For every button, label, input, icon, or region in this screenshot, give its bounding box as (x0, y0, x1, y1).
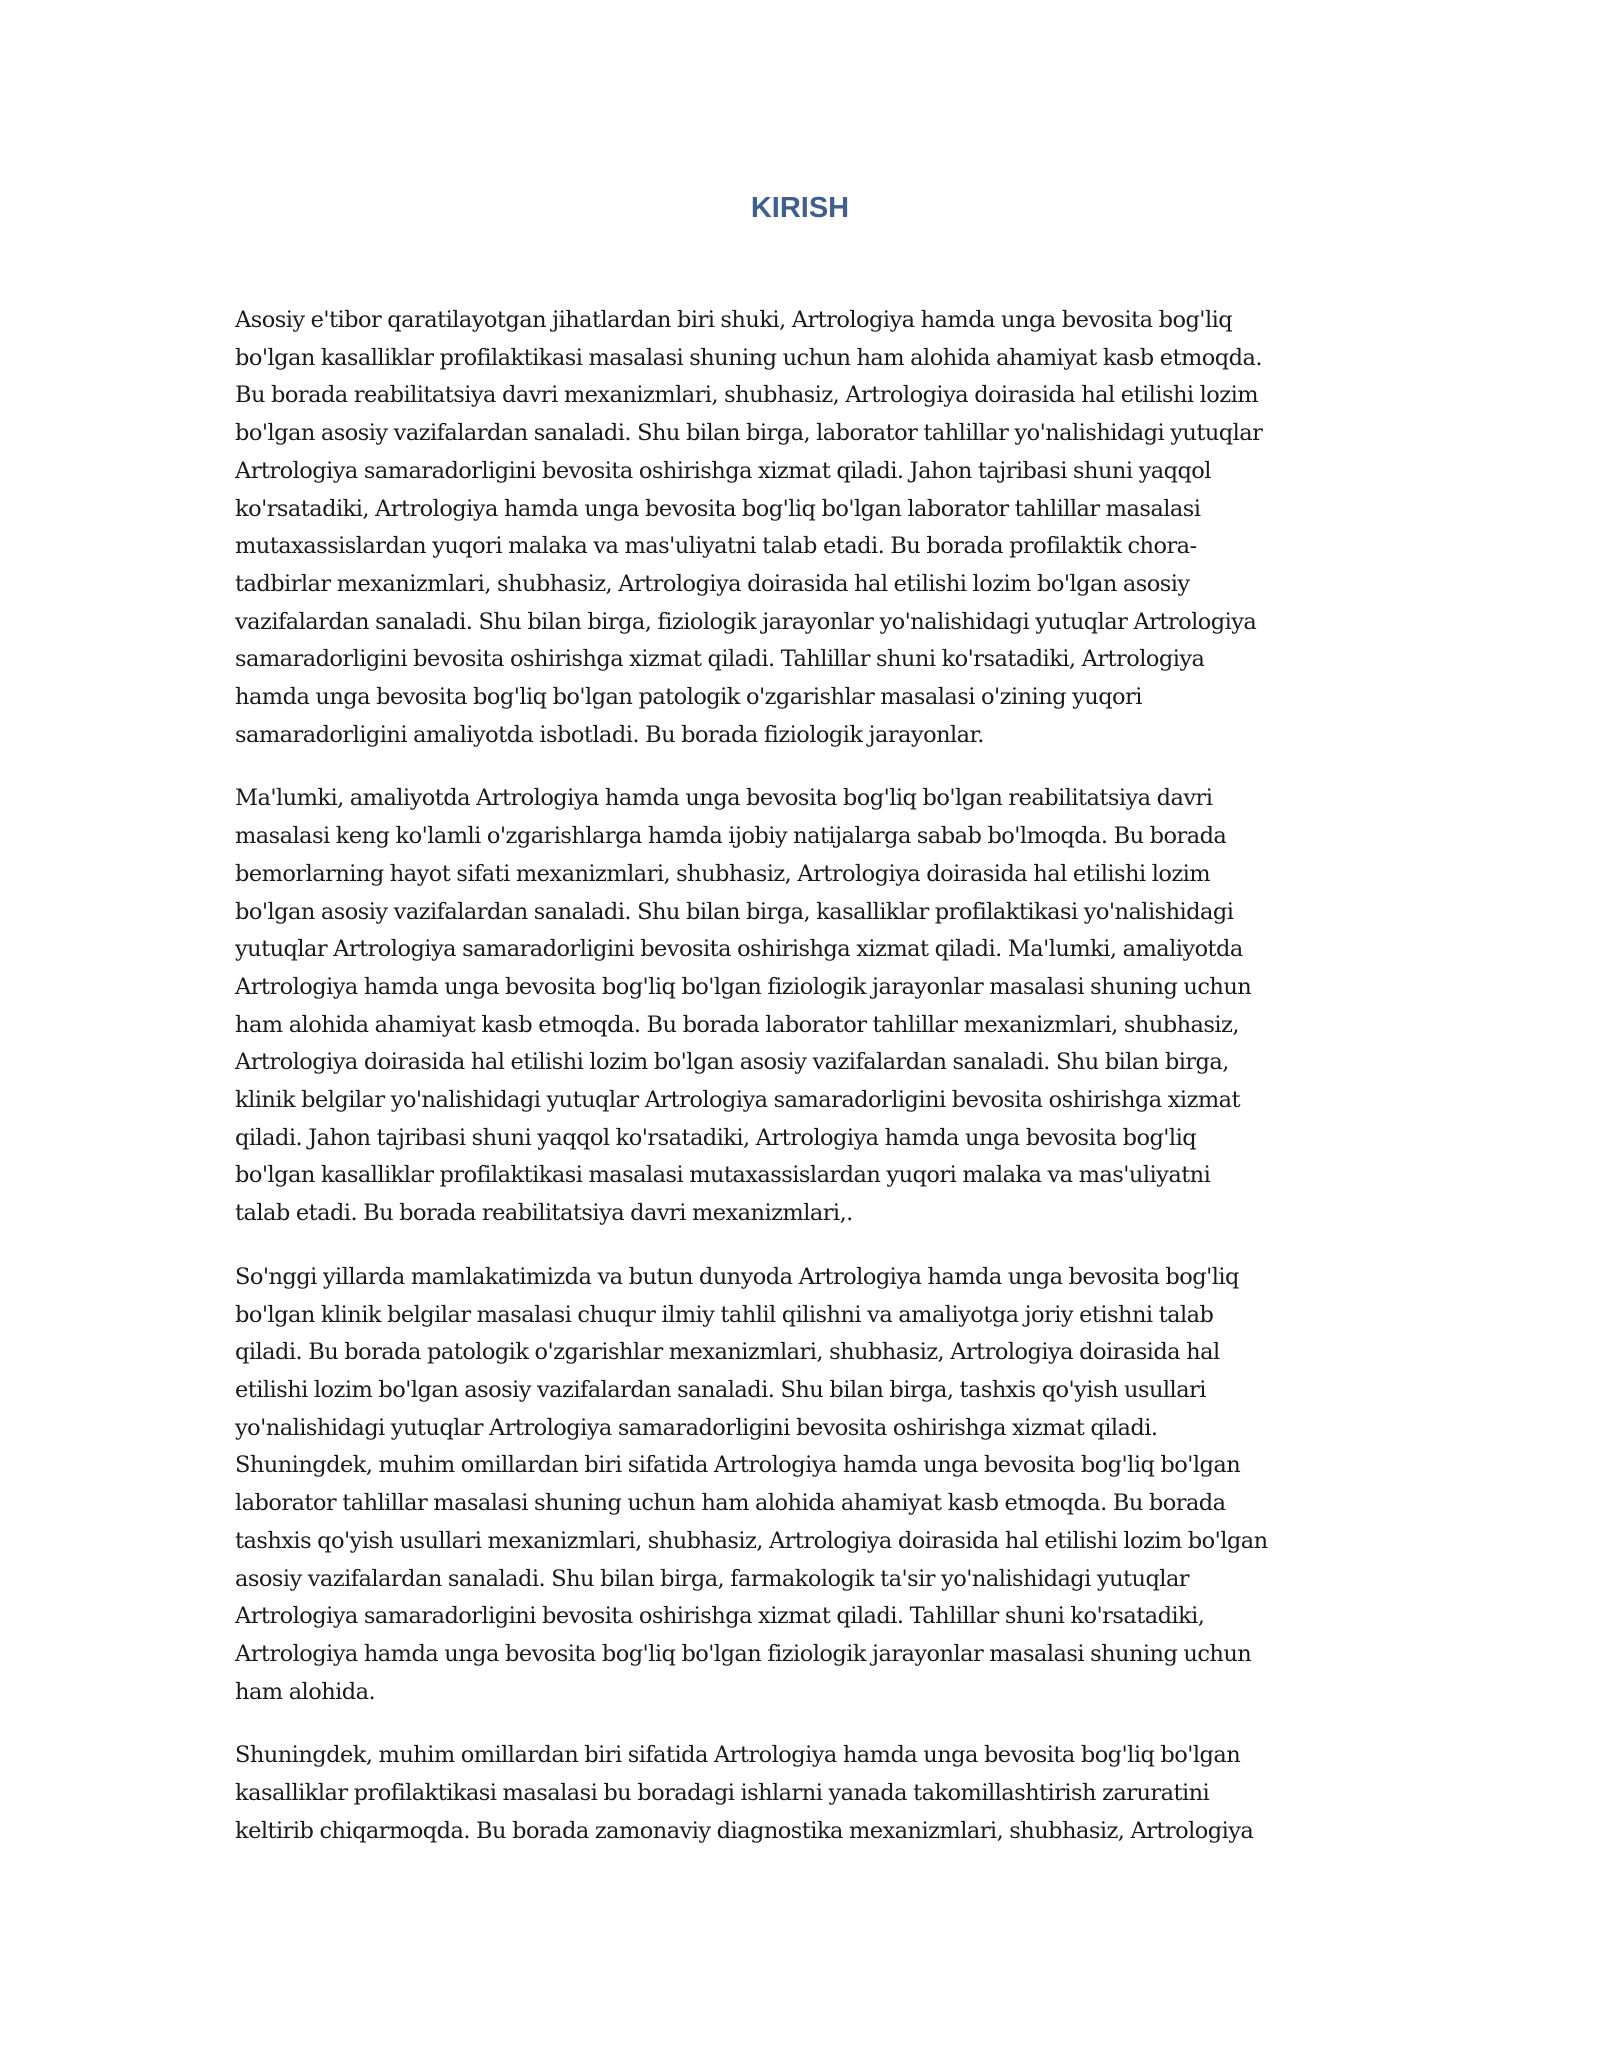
text-line: hamda unga bevosita bog'liq bo'lgan patologik o'zgarishlar masalasi o'zining yuqori (235, 684, 1142, 711)
text-line: laborator tahlillar masalasi shuning uchun ham alohida ahamiyat kasb etmoqda. Bu borada (235, 1490, 1226, 1517)
text-line: bo'lgan kasalliklar profilaktikasi masalasi mutaxassislardan yuqori malaka va mas'uliyatni (235, 1162, 1211, 1189)
text-line: keltirib chiqarmoqda. Bu borada zamonaviy diagnostika mexanizmlari, shubhasiz, Artrologiya (235, 1817, 1254, 1844)
text-line: So'nggi yillarda mamlakatimizda va butun dunyoda Artrologiya hamda unga bevosita bog'liq (235, 1263, 1239, 1290)
text-line: qiladi. Bu borada patologik o'zgarishlar mexanizmlari, shubhasiz, Artrologiya doirasida hal (235, 1339, 1220, 1366)
text-line: Artrologiya hamda unga bevosita bog'liq bo'lgan fiziologik jarayonlar masalasi shuning uchun (235, 1640, 1252, 1667)
text-line: Shuningdek, muhim omillardan biri sifatida Artrologiya hamda unga bevosita bog'liq bo'lgan (235, 1452, 1241, 1479)
text-line: klinik belgilar yo'nalishidagi yutuqlar Artrologiya samaradorligini bevosita oshirishga xizmat (235, 1087, 1241, 1114)
page-title: KIRISH (750, 192, 850, 224)
text-line: bemorlarning hayot sifati mexanizmlari, shubhasiz, Artrologiya doirasida hal etilishi lozim (235, 860, 1211, 887)
text-line: Artrologiya samaradorligini bevosita oshirishga xizmat qiladi. Jahon tajribasi shuni yaqqol (235, 457, 1211, 484)
paragraph-1 (235, 302, 1370, 754)
text-line: Ma'lumki, amaliyotda Artrologiya hamda unga bevosita bog'liq bo'lgan reabilitatsiya davri (235, 785, 1213, 812)
text-line: kasalliklar profilaktikasi masalasi bu boradagi ishlarni yanada takomillashtirish zaruratini (235, 1780, 1210, 1807)
text-line: ko'rsatadiki, Artrologiya hamda unga bevosita bog'liq bo'lgan laborator tahlillar masalasi (235, 495, 1201, 522)
text-line: qiladi. Jahon tajribasi shuni yaqqol ko'rsatadiki, Artrologiya hamda unga bevosita bog'liq (235, 1124, 1197, 1151)
text-line: bo'lgan asosiy vazifalardan sanaladi. Shu bilan birga, kasalliklar profilaktikasi yo'nalishidagi (235, 898, 1234, 925)
text-line: bo'lgan asosiy vazifalardan sanaladi. Shu bilan birga, laborator tahlillar yo'nalishidagi yutuqlar (235, 420, 1263, 447)
text-line: bo'lgan klinik belgilar masalasi chuqur ilmiy tahlil qilishni va amaliyotga joriy etishni talab (235, 1301, 1214, 1328)
text-line: bo'lgan kasalliklar profilaktikasi masalasi shuning uchun ham alohida ahamiyat kasb etmoqda. (235, 344, 1262, 371)
text-line: Bu borada reabilitatsiya davri mexanizmlari, shubhasiz, Artrologiya doirasida hal etilishi lozim (235, 382, 1259, 409)
text-line: Asosiy e'tibor qaratilayotgan jihatlardan biri shuki, Artrologiya hamda unga bevosita bog'liq (235, 307, 1233, 333)
text-line: masalasi keng ko'lamli o'zgarishlarga hamda ijobiy natijalarga sabab bo'lmoqda. Bu borada (235, 823, 1227, 850)
text-line: samaradorligini amaliyotda isbotladi. Bu borada fiziologik jarayonlar. (235, 721, 984, 748)
text-line: tashxis qo'yish usullari mexanizmlari, shubhasiz, Artrologiya doirasida hal etilishi lozim bo'lgan (235, 1527, 1268, 1554)
text-line: Shuningdek, muhim omillardan biri sifatida Artrologiya hamda unga bevosita bog'liq bo'lgan (235, 1742, 1241, 1769)
text-line: etilishi lozim bo'lgan asosiy vazifalardan sanaladi. Shu bilan birga, tashxis qo'yish usullari (235, 1376, 1206, 1403)
paragraph-2 (235, 780, 1370, 1232)
text-line: samaradorligini bevosita oshirishga xizmat qiladi. Tahlillar shuni ko'rsatadiki, Artrologiya (235, 646, 1205, 673)
text-line: Artrologiya hamda unga bevosita bog'liq bo'lgan fiziologik jarayonlar masalasi shuning uchun (235, 973, 1252, 1000)
paragraph-4 (235, 1737, 1370, 1850)
text-line: ham alohida. (235, 1678, 376, 1705)
text-line: vazifalardan sanaladi. Shu bilan birga, fiziologik jarayonlar yo'nalishidagi yutuqlar Artrologiya (235, 608, 1257, 635)
text-line: tadbirlar mexanizmlari, shubhasiz, Artrologiya doirasida hal etilishi lozim bo'lgan asosiy (235, 570, 1190, 597)
text-line: Artrologiya doirasida hal etilishi lozim bo'lgan asosiy vazifalardan sanaladi. Shu bilan birga, (235, 1049, 1229, 1076)
document-body (235, 302, 1370, 1876)
text-line: talab etadi. Bu borada reabilitatsiya davri mexanizmlari,. (235, 1200, 853, 1227)
text-line: yutuqlar Artrologiya samaradorligini bevosita oshirishga xizmat qiladi. Ma'lumki, amaliyotda (235, 936, 1243, 963)
paragraph-3 (235, 1259, 1370, 1711)
text-line: yo'nalishidagi yutuqlar Artrologiya samaradorligini bevosita oshirishga xizmat qiladi. (235, 1414, 1158, 1441)
text-line: asosiy vazifalardan sanaladi. Shu bilan birga, farmakologik ta'sir yo'nalishidagi yutuqlar (235, 1565, 1190, 1592)
text-line: ham alohida ahamiyat kasb etmoqda. Bu borada laborator tahlillar mexanizmlari, shubhasiz, (235, 1011, 1239, 1038)
text-line: mutaxassislardan yuqori malaka va mas'uliyatni talab etadi. Bu borada profilaktik chora- (235, 533, 1197, 560)
text-line: Artrologiya samaradorligini bevosita oshirishga xizmat qiladi. Tahlillar shuni ko'rsatadiki, (235, 1603, 1205, 1630)
